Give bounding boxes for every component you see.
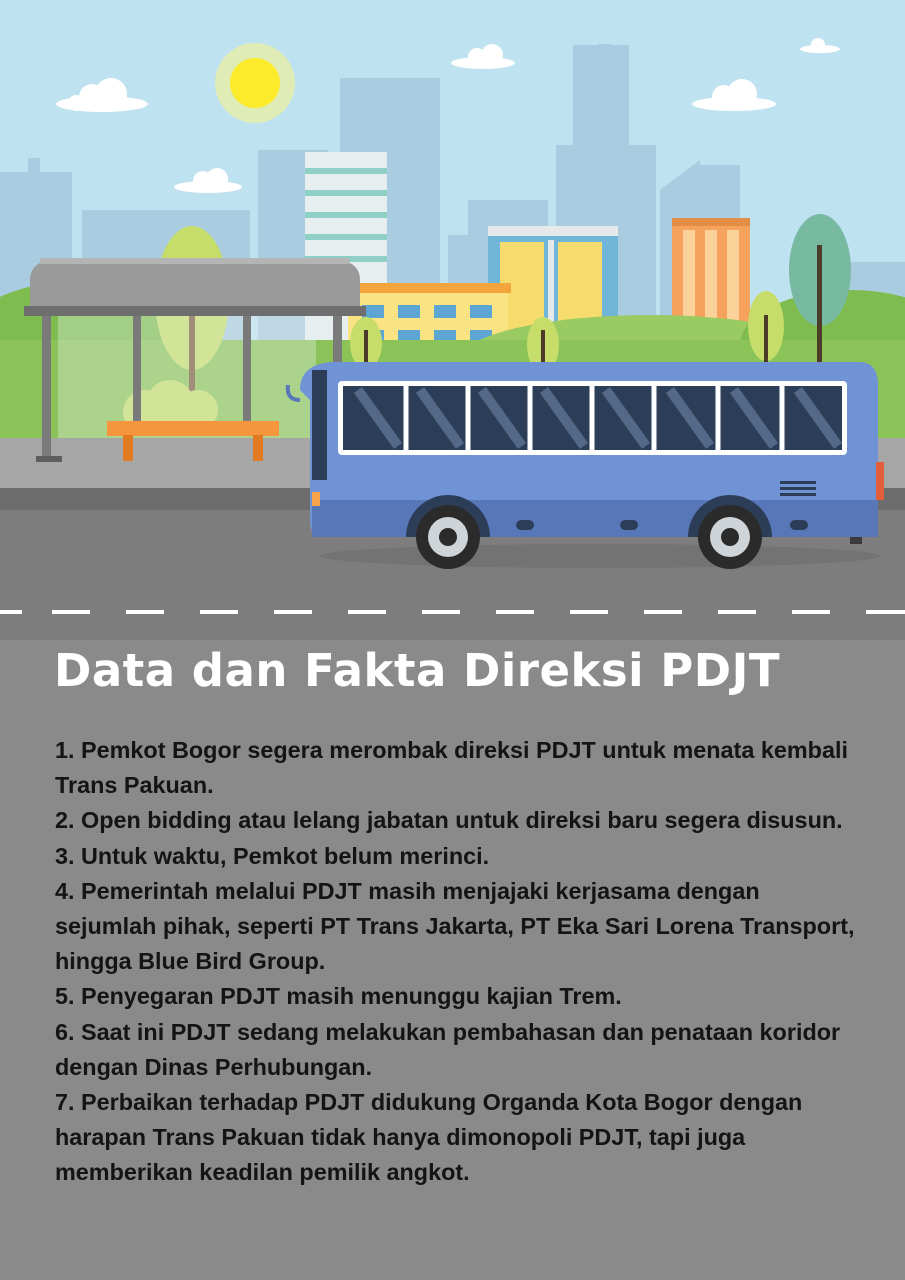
facts-list	[55, 733, 855, 1191]
list-item: 7. Perbaikan terhadap PDJT didukung Organda Kota Bogor dengan harapan Trans Pakuan tidak hanya dimonopoli PDJT, tapi juga memberikan keadilan pemilik angkot.	[55, 1089, 803, 1186]
list-item: 5. Penyegaran PDJT masih menunggu kajian Trem.	[55, 983, 622, 1010]
tree-icon	[350, 317, 382, 369]
sun-icon	[215, 43, 295, 123]
list-item: 2. Open bidding atau lelang jabatan untuk direksi baru segera disusun.	[55, 807, 843, 834]
bench	[107, 421, 279, 436]
list-item: 3. Untuk waktu, Pemkot belum merinci.	[55, 842, 490, 869]
page-title: Data dan Fakta Direksi PDJT	[54, 644, 781, 697]
list-item: 4. Pemerintah melalui PDJT masih menjajaki kerjasama dengan sejumlah pihak, seperti PT Trans Jakarta, PT Eka Sari Lorena Transport, hingga Blue Bird Group.	[55, 877, 855, 975]
list-item: 1. Pemkot Bogor segera merombak direksi PDJT untuk menata kembali Trans Pakuan.	[55, 737, 848, 799]
facts-panel	[0, 600, 905, 1280]
list-item: 6. Saat ini PDJT sedang melakukan pembahasan dan penataan koridor dengan Dinas Perhubungan.	[55, 1018, 841, 1080]
